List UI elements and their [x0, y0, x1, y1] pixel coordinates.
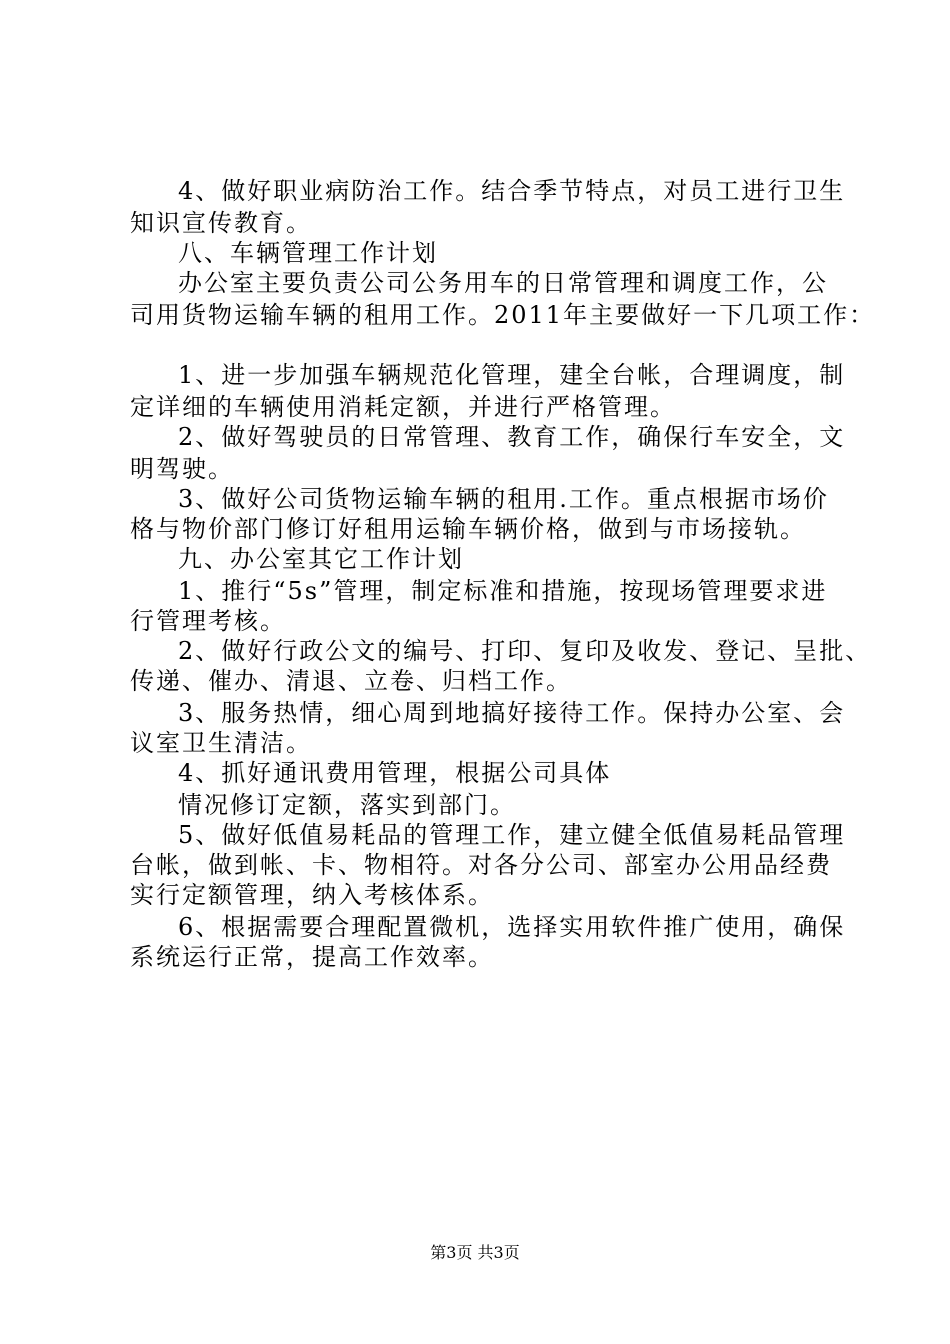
text-line: 2、做好驾驶员的日常管理、教育工作，确保行车安全，文 — [178, 423, 846, 451]
text-line: 传递、催办、清退、立卷、归档工作。 — [130, 667, 572, 695]
text-line: 1、推行“5s”管理，制定标准和措施，按现场管理要求进 — [178, 577, 828, 605]
section-heading: 九、办公室其它工作计划 — [178, 545, 464, 573]
text-line: 系统运行正常，提高工作效率。 — [130, 943, 494, 971]
text-line: 4、抓好通讯费用管理，根据公司具体 — [178, 759, 612, 787]
text-line: 格与物价部门修订好租用运输车辆价格，做到与市场接轨。 — [130, 515, 806, 543]
text-line: 行管理考核。 — [130, 607, 286, 635]
text-line: 明驾驶。 — [130, 455, 234, 483]
text-line: 情况修订定额，落实到部门。 — [178, 791, 516, 819]
text-line: 定详细的车辆使用消耗定额，并进行严格管理。 — [130, 393, 676, 421]
page-footer: 第3页 共3页 — [430, 1243, 520, 1262]
text-line: 2、做好行政公文的编号、打印、复印及收发、登记、呈批、 — [178, 637, 872, 665]
text-line: 5、做好低值易耗品的管理工作，建立健全低值易耗品管理 — [178, 821, 846, 849]
text-line: 议室卫生清洁。 — [130, 729, 312, 757]
text-line: 办公室主要负责公司公务用车的日常管理和调度工作，公 — [178, 269, 828, 297]
section-heading: 八、车辆管理工作计划 — [178, 239, 438, 267]
text-line: 知识宣传教育。 — [130, 209, 312, 237]
text-line: 3、服务热情，细心周到地搞好接待工作。保持办公室、会 — [178, 699, 846, 727]
text-line: 1、进一步加强车辆规范化管理，建全台帐，合理调度，制 — [178, 361, 846, 389]
text-line: 台帐，做到帐、卡、物相符。对各分公司、部室办公用品经费 — [130, 851, 832, 879]
text-line: 司用货物运输车辆的租用工作。2011年主要做好一下几项工作： — [130, 301, 876, 329]
text-line: 4、做好职业病防治工作。结合季节特点，对员工进行卫生 — [178, 177, 846, 205]
text-line: 实行定额管理，纳入考核体系。 — [130, 881, 494, 909]
text-line: 6、根据需要合理配置微机，选择实用软件推广使用，确保 — [178, 913, 846, 941]
text-line: 3、做好公司货物运输车辆的租用.工作。重点根据市场价 — [178, 485, 829, 513]
